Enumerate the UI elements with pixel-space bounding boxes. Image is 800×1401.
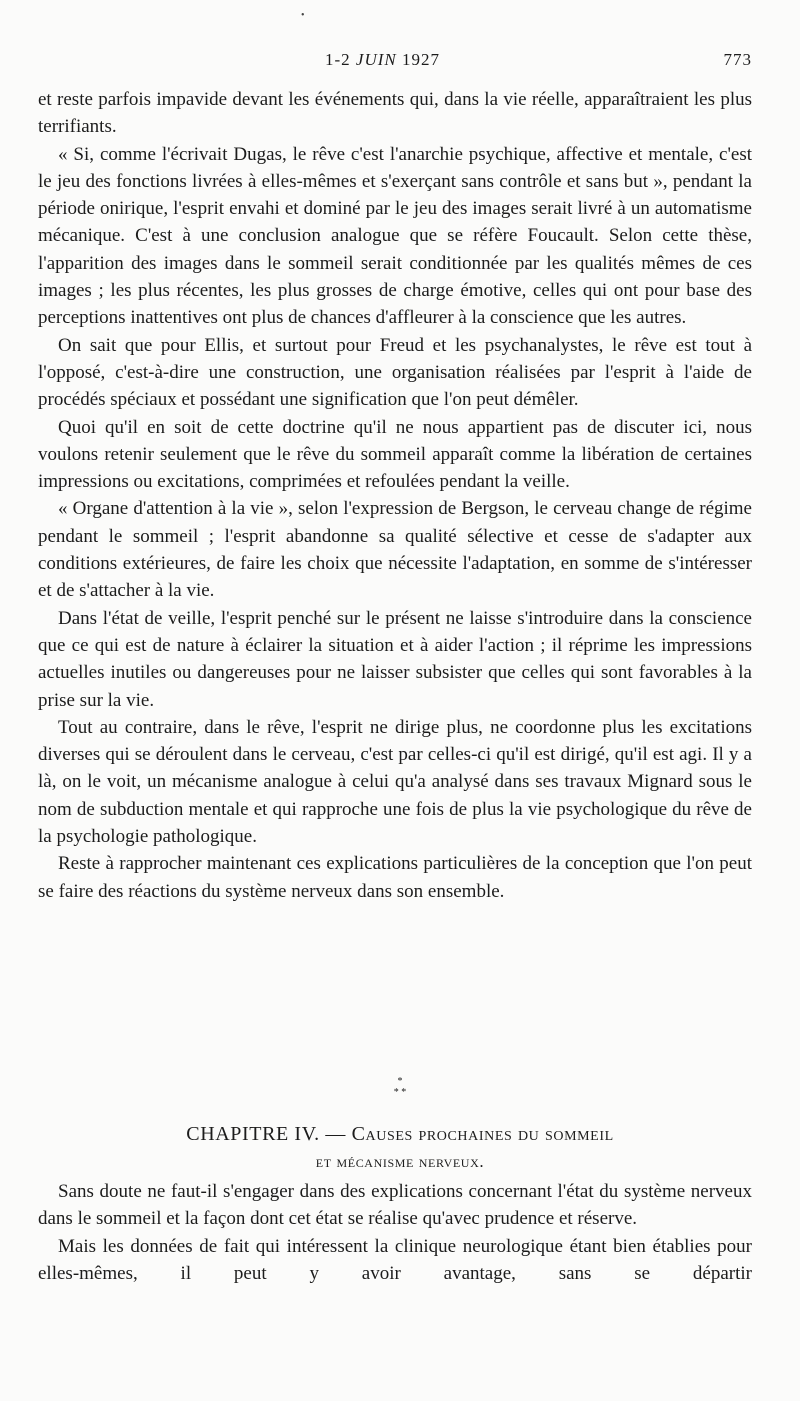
chapter-heading	[0, 1119, 800, 1175]
chapter-paragraph-2: Mais les données de fait qui intéressent la clinique neurologique étant bien établies pour elles-mêmes, il peut y avoir avantage, sans se départir	[38, 1235, 752, 1284]
paragraph-6: Dans l'état de veille, l'esprit penché sur le présent ne laisse s'introduire dans la conscience que ce qui est de nature à éclairer la situation et à aider l'action ; il réprime les impressions actuelles inutiles ou dangereuses pour ne laisser subsister que celles qui sont favorables à la prise sur la vie.	[38, 607, 752, 711]
body-text	[38, 86, 752, 905]
paragraph-7: Tout au contraire, dans le rêve, l'esprit ne dirige plus, ne coordonne plus les excitations diverses qui se déroulent dans le cerveau, c'est par celles-ci qu'il est dirigé, qu'il est agi. Il y a là, on le voit, un mécanisme analogue à celui qu'a analysé dans ses travaux Mignard sous le nom de subduction mentale et qui rapproche une fois de plus la vie psychologique du rêve de la psychologie pathologique.	[38, 716, 752, 848]
chapter-heading-line-1: CHAPITRE IV. — Causes prochaines du sommeil	[186, 1123, 614, 1145]
paragraph-4: Quoi qu'il en soit de cette doctrine qu'il ne nous appartient pas de discuter ici, nous voulons retenir seulement que le rêve du sommeil apparaît comme la libération de certaines impressions ou excitations, comprimées et refoulées pendant la veille.	[38, 416, 752, 493]
chapter-paragraph-1: Sans doute ne faut-il s'engager dans des explications concernant l'état du système nerveux dans le sommeil et la façon dont cet état se réalise qu'avec prudence et réserve.	[38, 1181, 752, 1230]
chapter-body-text	[38, 1178, 752, 1287]
asterism-divider	[0, 1076, 800, 1098]
chapter-title-line-2: et mécanisme nerveux.	[315, 1152, 485, 1171]
print-speck: •	[301, 10, 305, 21]
paragraph-2: « Si, comme l'écrivait Dugas, le rêve c'est l'anarchie psychique, affective et mentale, c'est le jeu des fonctions livrées à elles-mêmes et s'exerçant sans contrôle et sans but », pendant la période onirique, l'esprit envahi et dominé par le jeu des images serait livré à un automatisme mécanique. C'est à une conclusion analogue que se réfère Foucault. Selon cette thèse, l'apparition des images dans le sommeil serait conditionnée par les qualités mêmes de ces images ; les plus récentes, les plus grosses de charge émotive, celles qui ont pour base des perceptions inattentives ont plus de chances d'affleurer à la conscience que les autres.	[38, 143, 752, 329]
running-header	[0, 50, 800, 72]
header-date: 1-2 JUIN 1927	[325, 50, 440, 69]
paragraph-8: Reste à rapprocher maintenant ces explications particulières de la conception que l'on peut se faire des réactions du système nerveux dans son ensemble.	[38, 853, 752, 902]
asterism-top: *	[397, 1076, 403, 1087]
chapter-number: CHAPITRE IV.	[186, 1123, 320, 1145]
paragraph-3: On sait que pour Ellis, et surtout pour Freud et les psychanalystes, le rêve est tout à l'opposé, c'est-à-dire une construction, une organisation réalisées par l'esprit à l'aide de procédés spéciaux et possédant une signification que l'on peut démêler.	[38, 334, 752, 411]
paragraph-5: « Organe d'attention à la vie », selon l'expression de Bergson, le cerveau change de régime pendant le sommeil ; l'esprit abandonne sa qualité sélective et cesse de s'adapter aux conditions extérieures, de faire les choix que nécessite l'adaptation, en somme de s'intéresser et de s'attacher à la vie.	[38, 498, 752, 602]
asterism-bottom: * *	[393, 1087, 407, 1098]
chapter-title: Causes prochaines du sommeil	[351, 1123, 614, 1145]
header-month: JUIN	[355, 50, 397, 69]
paragraph-1: et reste parfois impavide devant les événements qui, dans la vie réelle, apparaîtraient les plus terrifiants.	[38, 89, 752, 138]
page-number: 773	[723, 50, 752, 69]
